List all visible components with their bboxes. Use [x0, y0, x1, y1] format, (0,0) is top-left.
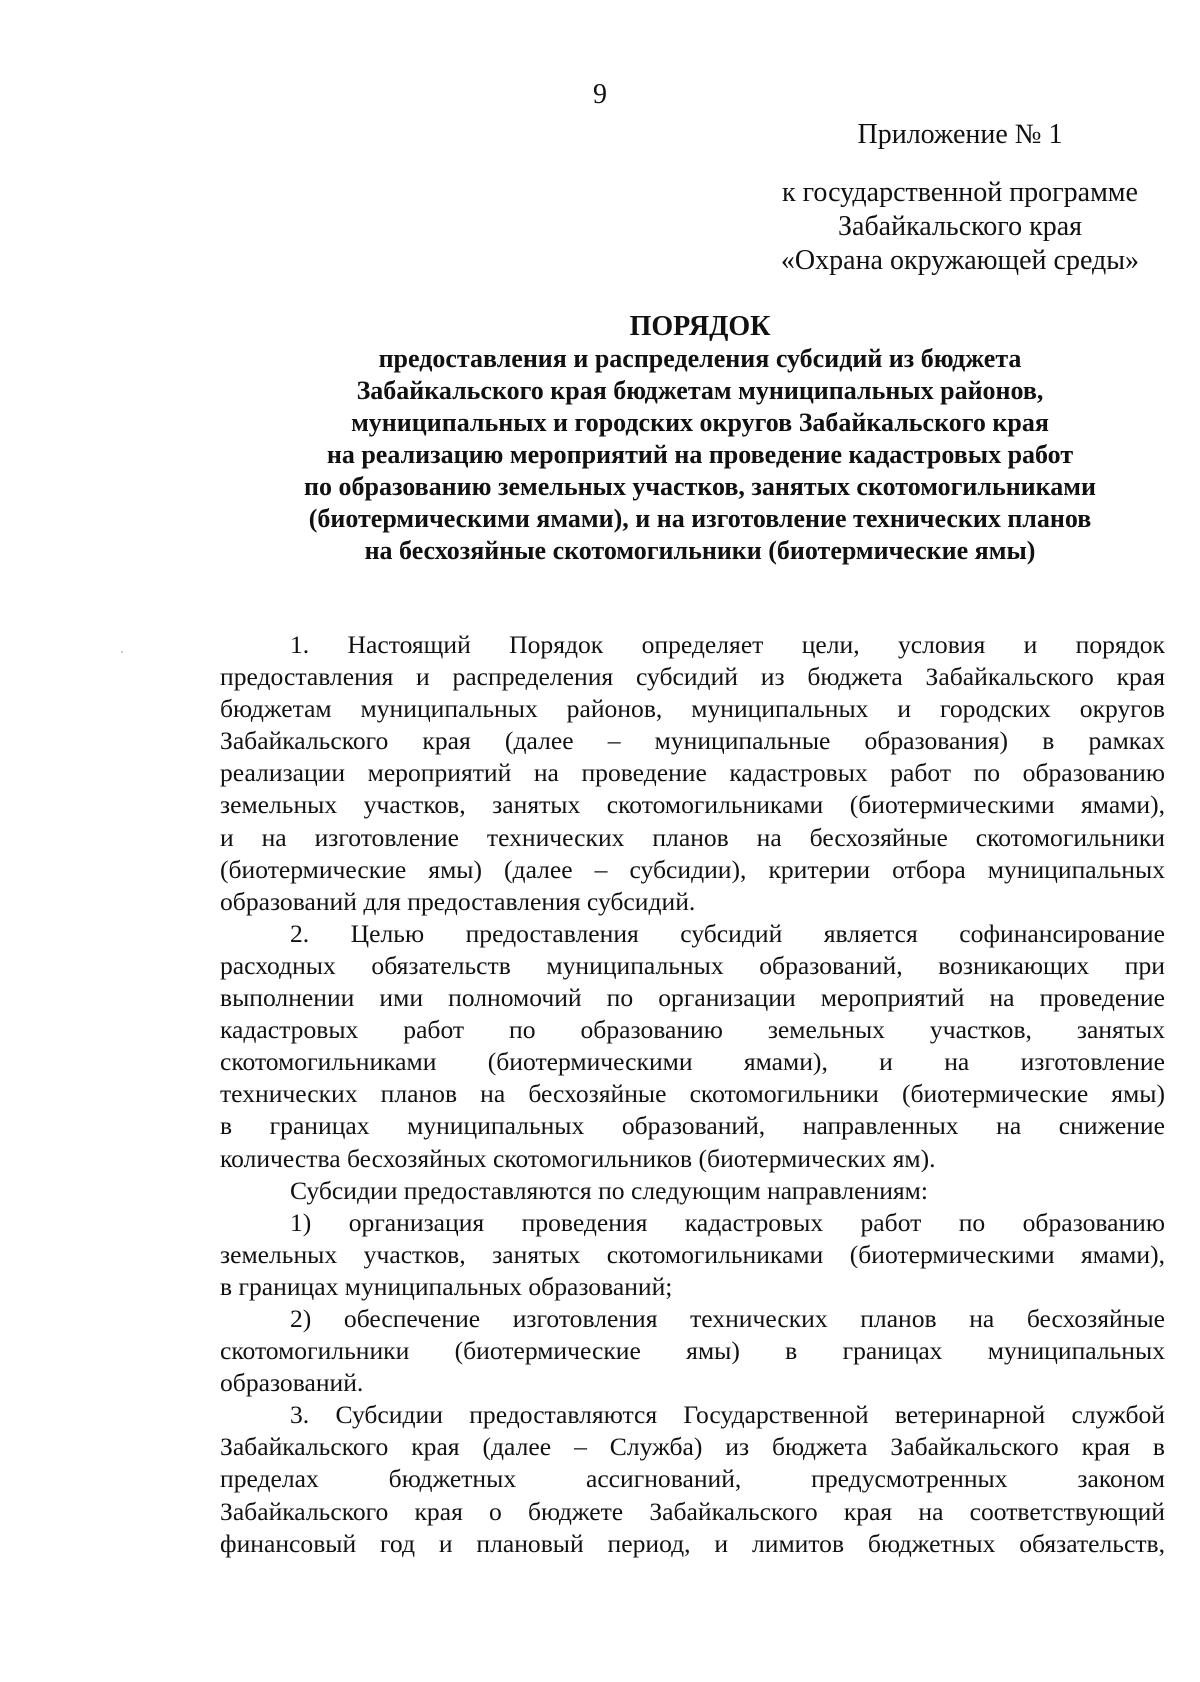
title-line: (биотермическими ямами), и на изготовление технических планов	[308, 504, 1092, 533]
appendix-line: к государственной программе	[782, 177, 1138, 208]
body-line: (биотермические ямы) (далее – субсидии), критерии отбора муниципальных	[220, 854, 1165, 884]
page-number: 9	[593, 79, 607, 110]
body-line: Забайкальского края (далее – Служба) из бюджета Забайкальского края в	[220, 1432, 1165, 1462]
body-line: в границах муниципальных образований;	[220, 1271, 673, 1301]
appendix-title: Приложение № 1	[857, 119, 1063, 150]
appendix-reference	[760, 176, 1160, 278]
body-line: Забайкальского края (далее – муниципальные образования) в рамках	[220, 726, 1165, 756]
title-heading: ПОРЯДОК	[629, 311, 771, 342]
body-line: в границах муниципальных образований, направленных на снижение	[220, 1111, 1165, 1141]
body-line: образований для предоставления субсидий.	[220, 886, 696, 916]
body-line: 2) обеспечение изготовления технических планов на бесхозяйные	[290, 1303, 1165, 1333]
body-line: 1. Настоящий Порядок определяет цели, условия и порядок	[290, 630, 1165, 659]
body-line: скотомогильниками (биотермическими ямами), и на изготовление	[220, 1047, 1165, 1077]
document-body	[220, 629, 1165, 1560]
body-line: земельных участков, занятых скотомогильниками (биотермическими ямами),	[220, 790, 1165, 820]
appendix-header	[760, 118, 1160, 278]
body-line: 2. Целью предоставления субсидий является софинансирование	[290, 918, 1165, 948]
body-line: реализации мероприятий на проведение кадастровых работ по образованию	[220, 758, 1165, 788]
body-line: Забайкальского края о бюджете Забайкальского края на соответствующий	[220, 1496, 1165, 1526]
title-line: на бесхозяйные скотомогильники (биотермические ямы)	[364, 536, 1036, 565]
body-line: кадастровых работ по образованию земельных участков, занятых	[220, 1015, 1165, 1045]
body-line: финансовый год и плановый период, и лимитов бюджетных обязательств,	[220, 1528, 1165, 1558]
body-line: предоставления и распределения субсидий из бюджета Забайкальского края	[220, 662, 1165, 692]
body-line: бюджетам муниципальных районов, муниципальных и городских округов	[220, 694, 1165, 724]
appendix-line: Забайкальского края	[837, 211, 1082, 242]
body-line: технических планов на бесхозяйные скотомогильники (биотермические ямы)	[220, 1079, 1165, 1109]
body-line: образований.	[220, 1368, 364, 1398]
appendix-line: «Охрана окружающей среды»	[780, 245, 1140, 276]
scan-speck	[121, 651, 123, 653]
title-line: Забайкальского края бюджетам муниципальных районов,	[356, 376, 1044, 405]
body-line: расходных обязательств муниципальных образований, возникающих при	[220, 950, 1165, 980]
body-line: количества бесхозяйных скотомогильников (биотермических ям).	[220, 1143, 936, 1173]
body-line: Субсидии предоставляются по следующим направлениям:	[290, 1175, 928, 1205]
body-line: и на изготовление технических планов на бесхозяйные скотомогильники	[220, 822, 1165, 852]
body-line: 1) организация проведения кадастровых работ по образованию	[290, 1207, 1165, 1237]
body-line: земельных участков, занятых скотомогильниками (биотермическими ямами),	[220, 1239, 1165, 1269]
body-line: пределах бюджетных ассигнований, предусмотренных законом	[220, 1464, 1165, 1494]
title-line: на реализацию мероприятий на проведение кадастровых работ	[326, 440, 1074, 469]
body-line: выполнении ими полномочий по организации мероприятий на проведение	[220, 983, 1165, 1013]
title-line: по образованию земельных участков, занятых скотомогильниками	[304, 472, 1096, 501]
title-line: предоставления и распределения субсидий из бюджета	[378, 344, 1022, 373]
document-title	[250, 310, 1150, 568]
body-line: 3. Субсидии предоставляются Государственной ветеринарной службой	[290, 1400, 1165, 1430]
title-line: муниципальных и городских округов Забайкальского края	[351, 408, 1049, 437]
body-line: скотомогильники (биотермические ямы) в границах муниципальных	[220, 1336, 1165, 1366]
